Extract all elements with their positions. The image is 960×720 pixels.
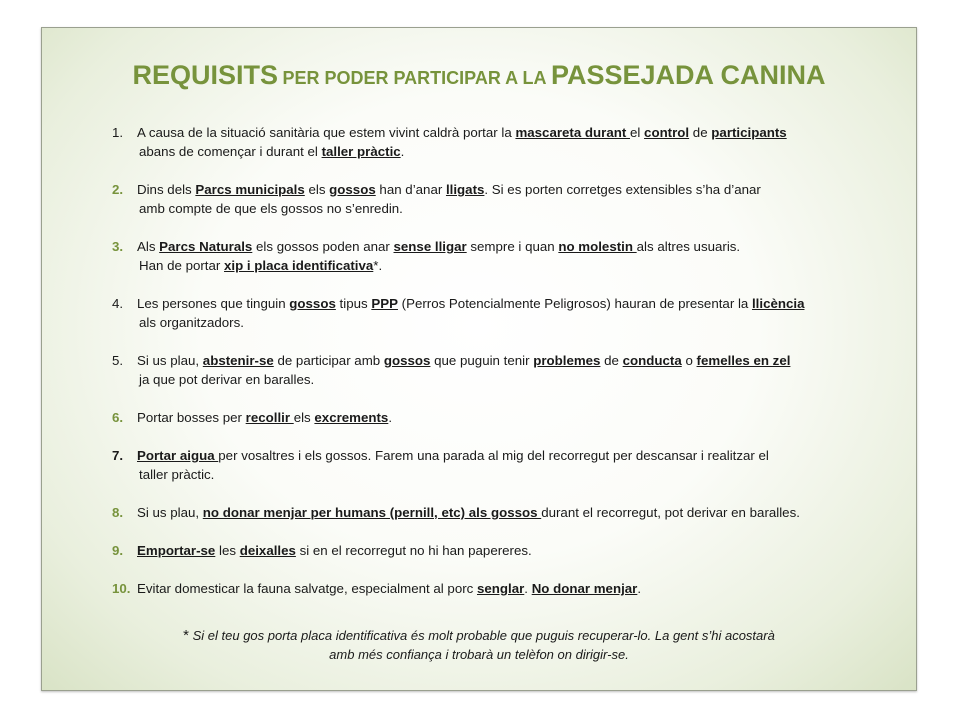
item-text: tipus: [335, 296, 372, 311]
emphasis-text: gossos: [289, 296, 336, 311]
emphasis-text: no donar menjar per humans (pernill, etc) als gossos: [202, 505, 542, 520]
item-number: 4.: [112, 296, 124, 311]
item-text: han d’anar: [375, 182, 446, 197]
emphasis-text: Emportar-se: [137, 543, 216, 558]
title-middle: PER PODER PARTICIPAR A LA: [282, 68, 547, 88]
item-text: de participar amb: [273, 353, 384, 368]
item-text: amb compte de que els gossos no s’enredin.: [139, 201, 403, 216]
item-text: de: [689, 125, 712, 140]
slide: [41, 27, 917, 691]
item-text: si en el recorregut no hi han papereres.: [295, 543, 532, 558]
item-text: .: [388, 410, 393, 425]
emphasis-text: Portar aigua: [137, 448, 219, 463]
emphasis-text: No donar menjar: [531, 581, 638, 596]
list-item: [112, 408, 912, 427]
list-item: [112, 351, 912, 389]
emphasis-text: control: [644, 125, 690, 140]
item-text: o: [681, 353, 697, 368]
item-number: 1.: [112, 125, 124, 140]
emphasis-text: gossos: [383, 353, 431, 368]
item-text: *.: [373, 258, 383, 273]
item-text: A causa de la situació sanitària que estem vivint caldrà portar la: [137, 125, 516, 140]
item-text: ja que pot derivar en baralles.: [139, 372, 315, 387]
item-line: [112, 294, 912, 313]
emphasis-text: senglar: [476, 581, 525, 596]
item-line: [112, 180, 912, 199]
page-title: [42, 62, 916, 89]
item-text: els: [293, 410, 315, 425]
item-text: .: [400, 144, 405, 159]
item-text: .: [637, 581, 642, 596]
emphasis-text: recollir: [245, 410, 294, 425]
list-item: [112, 541, 912, 560]
item-line: [112, 123, 912, 142]
item-line: [112, 351, 912, 370]
item-text: Si us plau,: [137, 353, 203, 368]
list-item: [112, 123, 912, 161]
emphasis-text: lligats: [445, 182, 485, 197]
footnote-line-1: [42, 626, 916, 645]
list-item: [112, 579, 912, 598]
item-line: [112, 370, 912, 389]
item-text: Als: [137, 239, 160, 254]
item-text: Les persones que tinguin: [137, 296, 290, 311]
item-line: [112, 446, 912, 465]
item-line: [112, 237, 912, 256]
list-item: [112, 446, 912, 484]
emphasis-text: deixalles: [239, 543, 296, 558]
emphasis-text: xip i placa identificativa: [224, 258, 374, 273]
item-line: [112, 503, 912, 522]
item-line: [112, 142, 912, 161]
item-text: . Si es porten corretges extensibles s’ha d’anar: [484, 182, 761, 197]
item-line: [112, 313, 912, 332]
item-number: 2.: [112, 182, 124, 197]
footnote-text-1: Si el teu gos porta placa identificativa és molt probable que puguis recuperar-lo. La gent s’hi acostarà: [189, 628, 775, 643]
emphasis-text: llicència: [751, 296, 805, 311]
item-text: taller pràctic.: [139, 467, 215, 482]
item-text: sempre i quan: [466, 239, 559, 254]
emphasis-text: gossos: [329, 182, 376, 197]
item-text: Dins dels: [137, 182, 196, 197]
title-requisits: REQUISITS: [132, 60, 279, 90]
title-passejada: PASSEJADA CANINA: [550, 60, 826, 90]
emphasis-text: mascareta durant: [515, 125, 630, 140]
item-text: Han de portar: [139, 258, 225, 273]
emphasis-text: participants: [711, 125, 787, 140]
item-line: [112, 408, 912, 427]
emphasis-text: no molestin: [558, 239, 637, 254]
item-text: (Perros Potencialmente Peligrosos) hauran de presentar la: [397, 296, 752, 311]
item-text: als altres usuaris.: [636, 239, 741, 254]
emphasis-text: Parcs municipals: [195, 182, 305, 197]
emphasis-text: abstenir-se: [202, 353, 274, 368]
item-number: 8.: [112, 505, 124, 520]
item-text: de: [600, 353, 623, 368]
item-text: als organitzadors.: [139, 315, 244, 330]
item-number: 6.: [112, 410, 124, 425]
item-line: [112, 256, 912, 275]
item-number: 10.: [112, 581, 131, 596]
item-text: Portar bosses per: [137, 410, 246, 425]
item-text: per vosaltres i els gossos. Farem una parada al mig del recorregut per descansar i realitzar el: [218, 448, 769, 463]
item-text: .: [524, 581, 532, 596]
item-number: 5.: [112, 353, 124, 368]
item-text: Si us plau,: [137, 505, 203, 520]
list-item: [112, 180, 912, 218]
item-number: 3.: [112, 239, 124, 254]
item-line: [112, 541, 912, 560]
list-item: [112, 503, 912, 522]
item-text: el: [630, 125, 645, 140]
item-number: 7.: [112, 448, 124, 463]
footnote: [42, 626, 916, 664]
asterisk: *: [183, 627, 189, 644]
item-line: [112, 465, 912, 484]
item-text: Evitar domesticar la fauna salvatge, especialment al porc: [137, 581, 477, 596]
item-text: les: [215, 543, 240, 558]
item-line: [112, 199, 912, 218]
emphasis-text: Parcs Naturals: [159, 239, 253, 254]
item-number: 9.: [112, 543, 124, 558]
emphasis-text: femelles en zel: [696, 353, 791, 368]
emphasis-text: sense lligar: [393, 239, 467, 254]
emphasis-text: excrements: [314, 410, 389, 425]
item-text: durant el recorregut, pot derivar en baralles.: [541, 505, 800, 520]
footnote-line-2: amb més confiança i trobarà un telèfon on dirigir-se.: [329, 647, 629, 662]
requirements-list: [112, 123, 912, 617]
emphasis-text: conducta: [622, 353, 682, 368]
item-text: que puguin tenir: [430, 353, 534, 368]
emphasis-text: taller pràctic: [321, 144, 401, 159]
list-item: [112, 237, 912, 275]
list-item: [112, 294, 912, 332]
item-text: abans de començar i durant el: [139, 144, 322, 159]
item-text: els: [304, 182, 330, 197]
emphasis-text: PPP: [371, 296, 398, 311]
emphasis-text: problemes: [533, 353, 601, 368]
item-line: [112, 579, 912, 598]
item-text: els gossos poden anar: [252, 239, 394, 254]
